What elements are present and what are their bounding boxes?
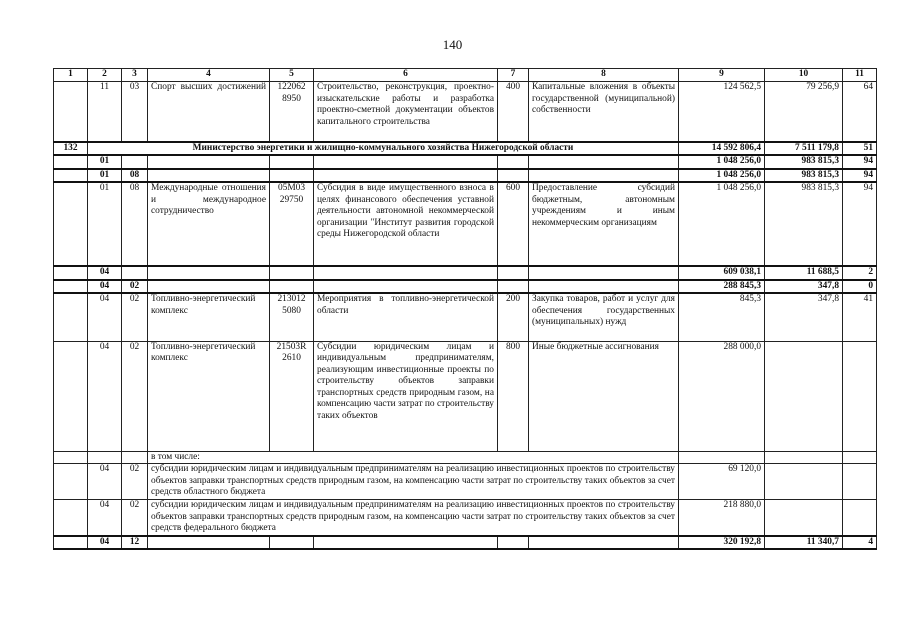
including-label: в том числе:: [148, 451, 679, 464]
cell-subsection: 02: [122, 341, 148, 451]
cell-section: 04: [88, 266, 122, 280]
cell-empty: [498, 536, 529, 550]
cell-amount-actual: 347,8: [765, 293, 843, 341]
cell-empty: [843, 464, 877, 500]
cell-amount-plan: 124 562,5: [679, 82, 765, 142]
cell-expense-type: 800: [498, 341, 529, 451]
cell-empty: [54, 182, 88, 266]
cell-target-code: 213012 5080: [270, 293, 314, 341]
table-row: [54, 536, 877, 550]
cell-name: Международные отношения и международное сотрудничество: [148, 182, 270, 266]
cell-expense-type: 200: [498, 293, 529, 341]
cell-empty: [498, 169, 529, 183]
cell-empty: [54, 451, 88, 464]
cell-description: Мероприятия в топливно-энергетической области: [314, 293, 498, 341]
cell-empty: [529, 266, 679, 280]
cell-empty: [843, 500, 877, 536]
cell-amount-plan: 845,3: [679, 293, 765, 341]
cell-amount-plan: 1 048 256,0: [679, 155, 765, 169]
cell-empty: [270, 169, 314, 183]
cell-amount-actual: 11 688,5: [765, 266, 843, 280]
header-cell: 3: [122, 69, 148, 82]
cell-target-code: 122062 8950: [270, 82, 314, 142]
cell-percent: 2: [843, 266, 877, 280]
cell-amount-plan: 609 038,1: [679, 266, 765, 280]
cell-empty: [270, 536, 314, 550]
cell-amount-plan: 14 592 806,4: [679, 142, 765, 156]
table-row: [54, 82, 877, 142]
cell-expense-name: Иные бюджетные ассигнования: [529, 341, 679, 451]
cell-empty: [54, 536, 88, 550]
cell-name: Топливно-энергетический комплекс: [148, 341, 270, 451]
cell-empty: [54, 500, 88, 536]
cell-percent: 0: [843, 280, 877, 294]
cell-amount-plan: 1 048 256,0: [679, 169, 765, 183]
cell-amount-actual: 983 815,3: [765, 169, 843, 183]
table-row: [54, 169, 877, 183]
cell-section: 01: [88, 182, 122, 266]
cell-expense-name: Капитальные вложения в объекты государственной (муниципальной) собственности: [529, 82, 679, 142]
header-cell: 8: [529, 69, 679, 82]
cell-expense-name: Закупка товаров, работ и услуг для обеспечения государственных (муниципальных) нужд: [529, 293, 679, 341]
cell-percent: 94: [843, 169, 877, 183]
cell-empty: [54, 464, 88, 500]
cell-percent: 94: [843, 155, 877, 169]
cell-empty: [529, 155, 679, 169]
cell-empty: [765, 451, 843, 464]
cell-amount-plan: 320 192,8: [679, 536, 765, 550]
page-number: 140: [442, 37, 463, 52]
cell-empty: [270, 155, 314, 169]
header-cell: 1: [54, 69, 88, 82]
cell-subsection: 02: [122, 464, 148, 500]
table-row: [54, 266, 877, 280]
cell-subsection: 08: [122, 169, 148, 183]
header-cell: 5: [270, 69, 314, 82]
cell-amount-actual: 11 340,7: [765, 536, 843, 550]
cell-percent: 64: [843, 82, 877, 142]
cell-empty: [498, 266, 529, 280]
table-row: [54, 293, 877, 341]
cell-name: Спорт высших достижений: [148, 82, 270, 142]
cell-section: 04: [88, 536, 122, 550]
cell-subsection: 02: [122, 280, 148, 294]
cell-empty: [122, 451, 148, 464]
cell-expense-name: Предоставление субсидий бюджетным, автономным учреждениям и иным некоммерческим организациям: [529, 182, 679, 266]
cell-section: 01: [88, 169, 122, 183]
cell-name: Топливно-энергетический комплекс: [148, 293, 270, 341]
header-cell: 9: [679, 69, 765, 82]
cell-empty: [148, 280, 270, 294]
cell-amount-plan: 218 880,0: [679, 500, 765, 536]
cell-amount-plan: 69 120,0: [679, 464, 765, 500]
cell-empty: [843, 451, 877, 464]
cell-percent: 4: [843, 536, 877, 550]
subsidy-description: субсидии юридическим лицам и индивидуальным предпринимателям на реализацию инвестиционных проектов по строительству объектов заправки транспортных средств природным газом, на компенсацию части затрат по строительству таких объектов за счет средств областного бюджета: [148, 464, 679, 500]
table-row: [54, 182, 877, 266]
cell-amount-plan: 288 845,3: [679, 280, 765, 294]
cell-section: 01: [88, 155, 122, 169]
cell-empty: [765, 500, 843, 536]
cell-amount-actual: 7 511 179,8: [765, 142, 843, 156]
header-cell: 10: [765, 69, 843, 82]
cell-percent: 51: [843, 142, 877, 156]
cell-section: 04: [88, 464, 122, 500]
cell-empty: [314, 280, 498, 294]
cell-section: 04: [88, 280, 122, 294]
cell-empty: [54, 341, 88, 451]
cell-empty: [54, 266, 88, 280]
cell-expense-type: 400: [498, 82, 529, 142]
cell-empty: [529, 169, 679, 183]
cell-empty: [88, 451, 122, 464]
cell-empty: [148, 536, 270, 550]
cell-empty: [148, 169, 270, 183]
cell-percent: 94: [843, 182, 877, 266]
subsidy-description: субсидии юридическим лицам и индивидуальным предпринимателям на реализацию инвестиционных проектов по строительству объектов заправки транспортных средств природным газом, на компенсацию части затрат по строительству таких объектов за счет средств федерального бюджета: [148, 500, 679, 536]
cell-amount-plan: 1 048 256,0: [679, 182, 765, 266]
cell-amount-actual: 347,8: [765, 280, 843, 294]
table-row: [54, 142, 877, 156]
cell-empty: [54, 280, 88, 294]
cell-percent: [843, 341, 877, 451]
table-row: [54, 341, 877, 451]
header-cell: 7: [498, 69, 529, 82]
cell-empty: [148, 266, 270, 280]
cell-section: 04: [88, 341, 122, 451]
cell-subsection: 02: [122, 293, 148, 341]
budget-table: [53, 68, 877, 550]
cell-empty: [314, 536, 498, 550]
header-cell: 11: [843, 69, 877, 82]
cell-description: Строительство, реконструкция, проектно-изыскательские работы и разработка проектно-сметной документации объектов капитального строительства: [314, 82, 498, 142]
cell-subsection: 08: [122, 182, 148, 266]
cell-empty: [498, 280, 529, 294]
cell-expense-type: 600: [498, 182, 529, 266]
cell-description: Субсидии юридическим лицам и индивидуальным предпринимателям, реализующим инвестиционные проекты по строительству объектов заправки транспортных средств природным газом, на компенсацию части затрат по строительству таких объектов: [314, 341, 498, 451]
ministry-title: Министерство энергетики и жилищно-коммунального хозяйства Нижегородской области: [88, 142, 679, 156]
cell-target-code: 21503R 2610: [270, 341, 314, 451]
table-row: [54, 500, 877, 536]
cell-empty: [314, 266, 498, 280]
cell-section: 11: [88, 82, 122, 142]
cell-subsection: 02: [122, 500, 148, 536]
cell-empty: [122, 266, 148, 280]
cell-percent: 41: [843, 293, 877, 341]
cell-empty: [679, 451, 765, 464]
table-row: [54, 155, 877, 169]
cell-empty: [529, 536, 679, 550]
cell-empty: [765, 464, 843, 500]
table-row: [54, 464, 877, 500]
cell-empty: [54, 293, 88, 341]
header-cell: 4: [148, 69, 270, 82]
header-cell: 2: [88, 69, 122, 82]
cell-subsection: 03: [122, 82, 148, 142]
cell-empty: [54, 155, 88, 169]
cell-amount-plan: 288 000,0: [679, 341, 765, 451]
cell-empty: [314, 155, 498, 169]
header-row: [54, 69, 877, 82]
cell-amount-actual: [765, 341, 843, 451]
cell-section: 04: [88, 500, 122, 536]
cell-empty: [529, 280, 679, 294]
cell-description: Субсидия в виде имущественного взноса в целях финансового обеспечения уставной деятельности автономной некоммерческой организации "Институт развития городской среды Нижегородской области: [314, 182, 498, 266]
cell-amount-actual: 983 815,3: [765, 155, 843, 169]
cell-empty: [148, 155, 270, 169]
cell-empty: [270, 280, 314, 294]
table-row: [54, 280, 877, 294]
table-row: [54, 451, 877, 464]
cell-empty: [498, 155, 529, 169]
cell-ministry-code: 132: [54, 142, 88, 156]
header-cell: 6: [314, 69, 498, 82]
cell-empty: [314, 169, 498, 183]
cell-target-code: 05М03 29750: [270, 182, 314, 266]
cell-empty: [54, 169, 88, 183]
cell-ministry-code: [54, 82, 88, 142]
cell-amount-actual: 983 815,3: [765, 182, 843, 266]
cell-subsection: 12: [122, 536, 148, 550]
cell-amount-actual: 79 256,9: [765, 82, 843, 142]
cell-empty: [270, 266, 314, 280]
cell-empty: [122, 155, 148, 169]
cell-section: 04: [88, 293, 122, 341]
